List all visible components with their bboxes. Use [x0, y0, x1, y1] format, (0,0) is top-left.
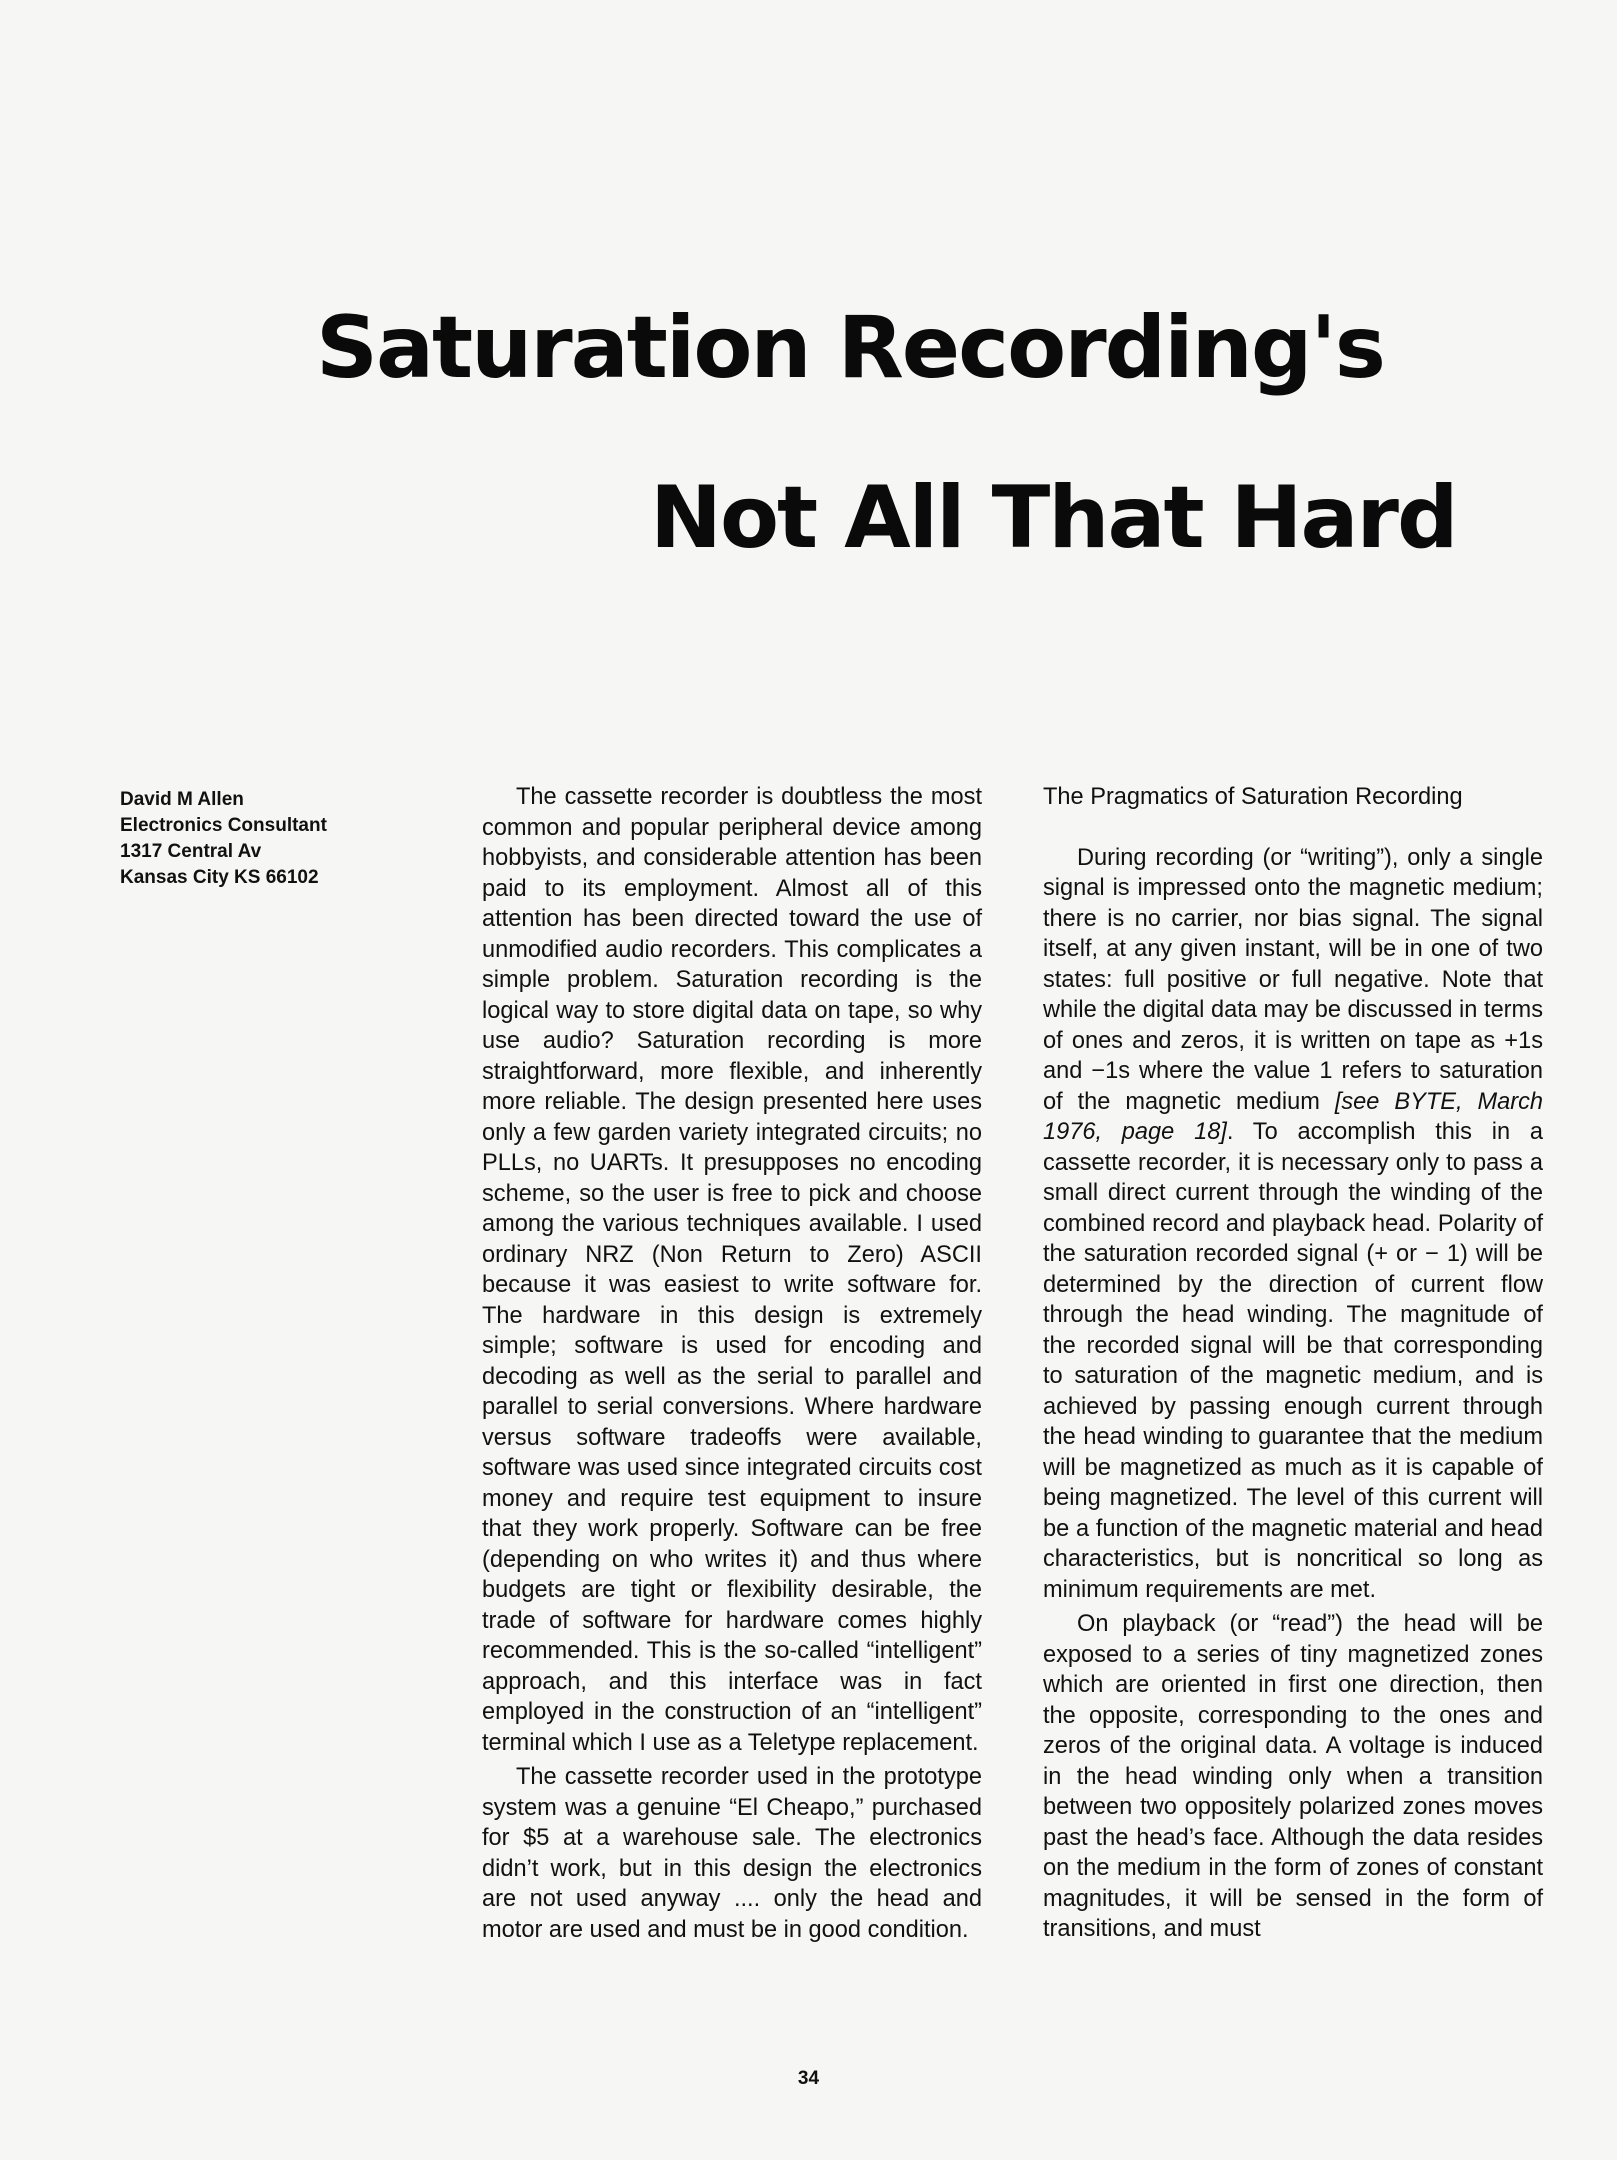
author-city: Kansas City KS 66102: [120, 867, 319, 888]
body-paragraph: On playback (or “read”) the head will be exposed to a series of tiny magnetized zones which are oriented in first one direction, then the opposite, corresponding to the ones and zeros of the original data. A voltage is induced in the head winding only when a transition between two oppositely polarized zones moves past the head’s face. Although the data resides on the medium in the form of zones of constant magnitudes, it will be sensed in the form of transitions, and must: [1043, 1611, 1543, 1942]
author-role: Electronics Consultant: [120, 815, 327, 836]
body-paragraph: The cassette recorder used in the prototype system was a genuine “El Cheapo,” purchased for $5 at a warehouse sale. The electronics didn’t work, but in this design the electronics are not used anyway .... only the head and motor are used and must be in good condition.: [482, 1764, 982, 1943]
citation: [see BYTE, March 1976, page 18]: [1043, 1088, 1543, 1145]
body-paragraph: [1043, 843, 1543, 1606]
article-title-line-1: Saturation Recording's: [316, 298, 1384, 398]
body-paragraph: The cassette recorder is doubtless the most common and popular peripheral device among hobbyists, and considerable attention has been paid to its employment. Almost all of this attention has been directed toward the use of unmodified audio recorders. This complicates a simple problem. Saturation recording is the logical way to store digital data on tape, so why use audio? Saturation recording is more straightforward, more flexible, and inherently more reliable. The design presented here uses only a few garden variety integrated circuits; no PLLs, no UARTs. It presupposes no encoding scheme, so the user is free to pick and choose among the various techniques available. I used ordinary NRZ (Non Return to Zero) ASCII because it was easiest to write software for. The hardware in this design is extremely simple; software is used for encoding and decoding as well as the serial to parallel and parallel to serial conversions. Where hardware versus software tradeoffs were available, software was used since integrated circuits cost money and require test equipment to insure that they work properly. Software can be free (depending on who writes it) and thus where budgets are tight or flexibility desirable, the trade of software for hardware comes highly recommended. This is the so-called “intelligent” approach, and this interface was in fact employed in the construction of an “intelligent” terminal which I use as a Teletype replacement.: [482, 784, 982, 1756]
body-column-middle: [482, 782, 982, 1945]
body-column-right: [1043, 782, 1543, 1945]
body-text: During recording (or “writing”), only a single signal is impressed onto the magnetic medium; there is no carrier, nor bias signal. The signal itself, at any given instant, will be in one of two states: full positive or full negative. Note that while the digital data may be discussed in terms of ones and zeros, it is written on tape as +1s and −1s where the value 1 refers to saturation of the magnetic medium: [1043, 844, 1543, 1115]
author-address: 1317 Central Av: [120, 841, 262, 862]
body-text: . To accomplish this in a cassette recorder, it is necessary only to pass a small direct current through the winding of the combined record and playback head. Polarity of the saturation recorded signal (+ or − 1) will be determined by the direction of current flow through the head winding. The magnitude of the recorded signal will be that corresponding to saturation of the magnetic medium, and is achieved by passing enough current through the head winding to guarantee that the medium will be magnetized as much as it is capable of being magnetized. The level of this current will be a function of the magnetic material and head characteristics, but is noncritical so long as minimum requirements are met.: [1043, 1119, 1543, 1603]
page-number: 34: [797, 2068, 820, 2089]
author-block: [120, 787, 380, 891]
section-heading: The Pragmatics of Saturation Recording: [1043, 784, 1463, 810]
article-title-line-2: Not All That Hard: [650, 468, 1457, 568]
author-name: David M Allen: [120, 789, 244, 810]
